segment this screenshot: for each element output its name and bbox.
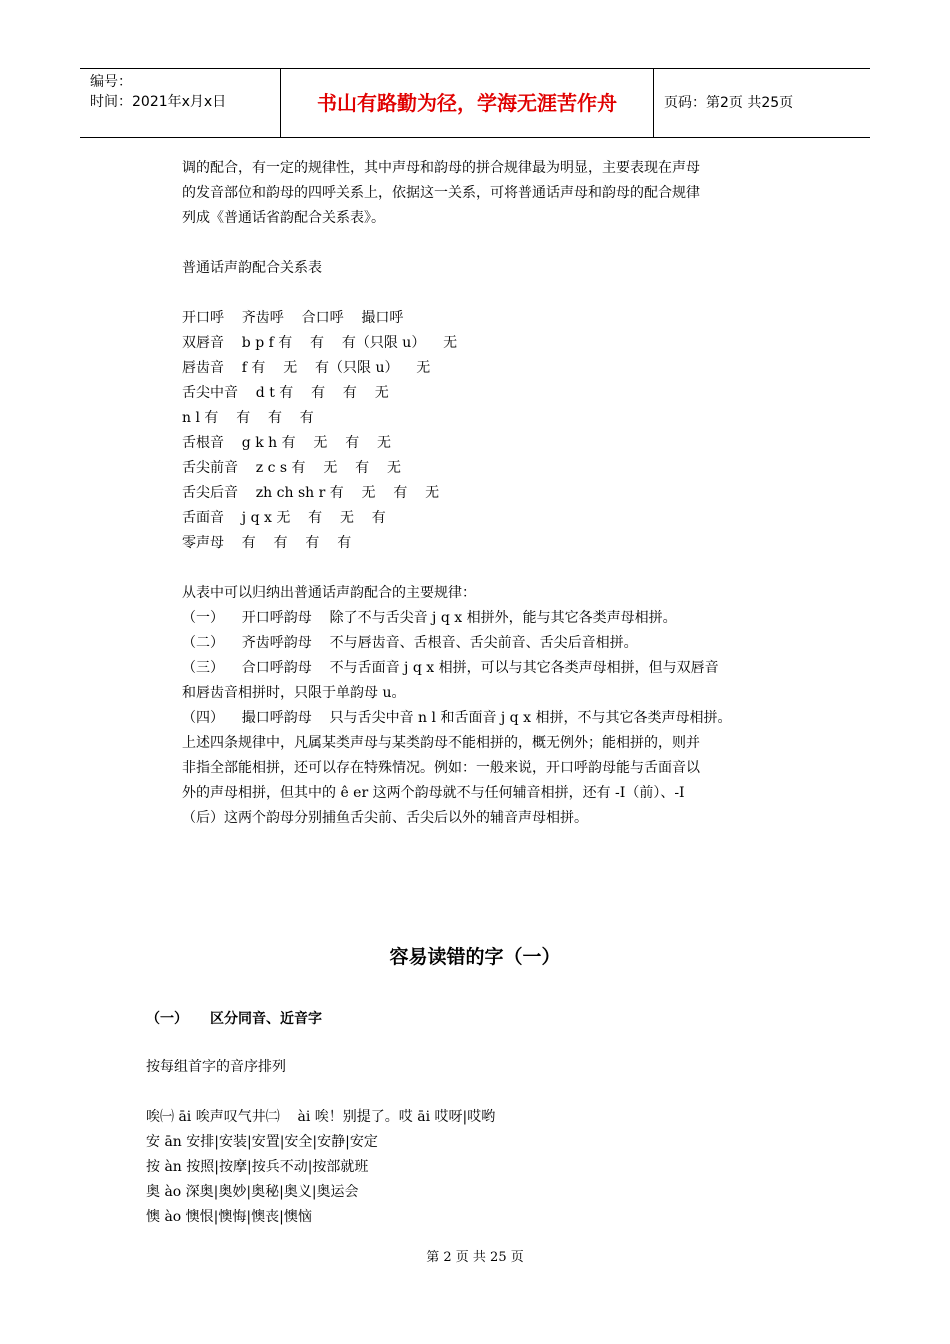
table-row: 舌面音 j q x 无 有 无 有 <box>182 510 386 526</box>
intro-line: 的发音部位和韵母的四呼关系上，依据这一关系，可将普通话声母和韵母的配合规律 <box>182 185 700 201</box>
header-page-info: 页码：第2页 共25页 <box>664 95 794 111</box>
word-entry: 奥 ào 深奥|奥妙|奥秘|奥义|奥运会 <box>146 1184 359 1200</box>
table-row: 唇齿音 f 有 无 有（只限 u） 无 <box>182 360 431 376</box>
time-label: 时间：2021年x月x日 <box>90 94 227 110</box>
word-entry: 懊 ào 懊恨|懊悔|懊丧|懊恼 <box>146 1209 312 1225</box>
page-header <box>80 68 870 138</box>
rule-line: 外的声母相拼，但其中的 ê er 这两个韵母就不与任何辅音相拼，还有 -I（前）、-I <box>182 785 685 801</box>
table-row: 舌尖前音 z c s 有 无 有 无 <box>182 460 401 476</box>
rule-line: （一） 开口呼韵母 除了不与舌尖音 j q x 相拼外，能与其它各类声母相拼。 <box>182 610 677 626</box>
rule-line: 从表中可以归纳出普通话声韵配合的主要规律： <box>182 585 476 601</box>
table-row: 零声母 有 有 有 有 <box>182 535 352 551</box>
rule-line: （后）这两个韵母分别捕鱼舌尖前、舌尖后以外的辅音声母相拼。 <box>182 810 588 826</box>
table-title: 普通话声韵配合关系表 <box>182 260 322 276</box>
rule-line: 上述四条规律中，凡属某类声母与某类韵母不能相拼的，概无例外；能相拼的，则并 <box>182 735 700 751</box>
word-entry: 安 ān 安排|安装|安置|安全|安静|安定 <box>146 1134 378 1150</box>
word-list <box>146 1055 846 1230</box>
header-meta <box>80 69 281 137</box>
rule-line: 非指全部能相拼，还可以存在特殊情况。例如：一般来说，开口呼韵母能与舌面音以 <box>182 760 700 776</box>
section-title: 容易读错的字（一） <box>389 946 561 968</box>
table-row: 双唇音 b p f 有 有 有（只限 u） 无 <box>182 335 458 351</box>
subsection-heading <box>146 1008 344 1028</box>
rule-line: （二） 齐齿呼韵母 不与唇齿音、舌根音、舌尖前音、舌尖后音相拼。 <box>182 635 638 651</box>
rule-line: （四） 撮口呼韵母 只与舌尖中音 n l 和舌面音 j q x 相拼，不与其它各类声母相拼。 <box>182 710 732 726</box>
rule-line: （三） 合口呼韵母 不与舌面音 j q x 相拼，可以与其它各类声母相拼，但与双唇音 <box>182 660 719 676</box>
table-row: 开口呼 齐齿呼 合口呼 撮口呼 <box>182 310 404 326</box>
table-row: 舌根音 g k h 有 无 有 无 <box>182 435 392 451</box>
table-row: n l 有 有 有 有 <box>182 410 314 426</box>
intro-line: 列成《普通话省韵配合关系表》。 <box>182 210 385 226</box>
rule-line: 和唇齿音相拼时，只限于单韵母 u。 <box>182 685 406 701</box>
subsection-number: （一） <box>146 1011 188 1027</box>
header-motto: 书山有路勤为径，学海无涯苦作舟 <box>281 69 654 137</box>
intro-line: 调的配合，有一定的规律性，其中声母和韵母的拼合规律最为明显，主要表现在声母 <box>182 160 700 176</box>
word-entry: 按 àn 按照|按摩|按兵不动|按部就班 <box>146 1159 369 1175</box>
order-note: 按每组首字的音序排列 <box>146 1059 286 1075</box>
word-entry: 唉㈠ āi 唉声叹气井㈡ ài 唉！别提了。哎 āi 哎呀|哎哟 <box>146 1109 496 1125</box>
table-row: 舌尖中音 d t 有 有 有 无 <box>182 385 389 401</box>
table-row: 舌尖后音 zh ch sh r 有 无 有 无 <box>182 485 440 501</box>
body-text <box>182 156 822 831</box>
number-label: 编号： <box>90 74 132 90</box>
page-footer: 第 2 页 共 25 页 <box>426 1250 524 1265</box>
subsection-title: 区分同音、近音字 <box>210 1011 322 1027</box>
